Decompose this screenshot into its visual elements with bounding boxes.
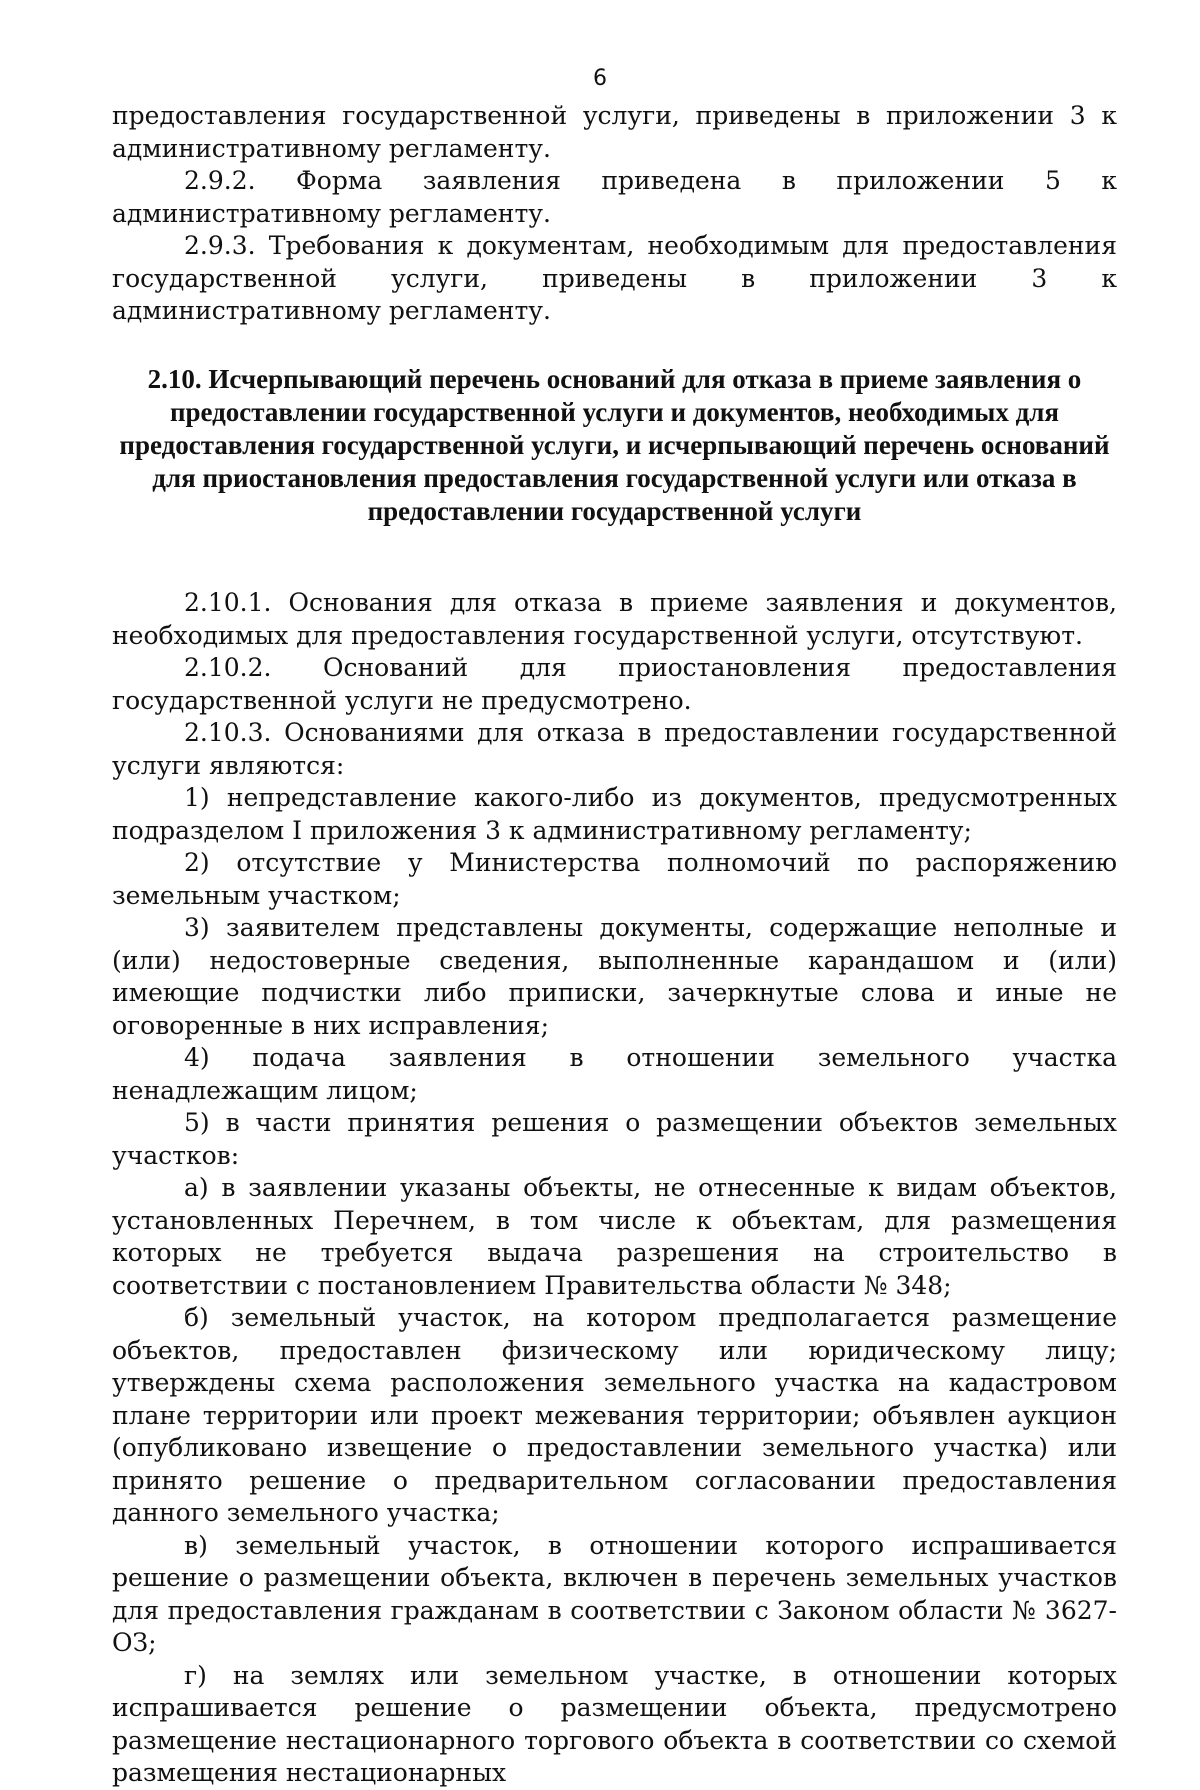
paragraph-2-9-3: 2.9.3. Требования к документам, необходимым для предоставления государственной услуги, приведены в приложении 3 к административному регламенту.: [112, 231, 1117, 325]
section-heading-2-10: 2.10. Исчерпывающий перечень оснований для отказа в приеме заявления о предоставлении государственной услуги и документов, необходимых для предоставления государственной услуги, и исчерпывающий перечень оснований для приостановления предоставления государственной услуги или отказа в предоставлении государственной услуги: [119, 364, 1110, 526]
section-2-9-continuation: [112, 100, 1117, 328]
sub-item-b: б) земельный участок, на котором предполагается размещение объектов, предоставлен физическому или юридическому лицу; утверждены схема расположения земельного участка на кадастровом плане территории или проект межевания территории; объявлен аукцион (опубликовано извещение о предоставлении земельного участка) или принято решение о предварительном согласовании предоставления данного земельного участка;: [112, 1303, 1117, 1527]
sub-item-g: г) на землях или земельном участке, в отношении которых испрашивается решение о размещении объекта, предусмотрено размещение нестационарного торгового объекта в соответствии со схемой размещения нестационарных: [112, 1660, 1117, 1787]
list-item-1: 1) непредставление какого-либо из документов, предусмотренных подразделом I приложения 3 к административному регламенту;: [112, 783, 1117, 845]
sub-item-a: а) в заявлении указаны объекты, не отнесенные к видам объектов, установленных Перечнем, в том числе к объектам, для размещения которых не требуется выдача разрешения на строительство в соответствии с постановлением Правительства области № 348;: [112, 1173, 1117, 1300]
paragraph-2-10-2: 2.10.2. Оснований для приостановления предоставления государственной услуги не предусмотрено.: [112, 653, 1117, 715]
paragraph-continuation: предоставления государственной услуги, приведены в приложении 3 к административному регламенту.: [112, 101, 1117, 163]
list-item-5: 5) в части принятия решения о размещении объектов земельных участков:: [112, 1108, 1117, 1170]
list-item-3: 3) заявителем представлены документы, содержащие неполные и (или) недостоверные сведения, выполненные карандашом и (или) имеющие подчистки либо приписки, зачеркнутые слова и иные не оговоренные в них исправления;: [112, 913, 1117, 1040]
sub-item-v: в) земельный участок, в отношении которого испрашивается решение о размещении объекта, включен в перечень земельных участков для предоставления гражданам в соответствии с Законом области № 3627-ОЗ;: [112, 1530, 1117, 1657]
page-number: 6: [593, 66, 607, 91]
list-item-2: 2) отсутствие у Министерства полномочий по распоряжению земельным участком;: [112, 848, 1117, 910]
paragraph-2-10-3: 2.10.3. Основаниями для отказа в предоставлении государственной услуги являются:: [112, 718, 1117, 780]
paragraph-2-9-2: 2.9.2. Форма заявления приведена в приложении 5 к административному регламенту.: [112, 166, 1117, 228]
section-2-10-body: [112, 587, 1117, 1790]
list-item-4: 4) подача заявления в отношении земельного участка ненадлежащим лицом;: [112, 1043, 1117, 1105]
paragraph-2-10-1: 2.10.1. Основания для отказа в приеме заявления и документов, необходимых для предоставления государственной услуги, отсутствуют.: [112, 588, 1117, 650]
